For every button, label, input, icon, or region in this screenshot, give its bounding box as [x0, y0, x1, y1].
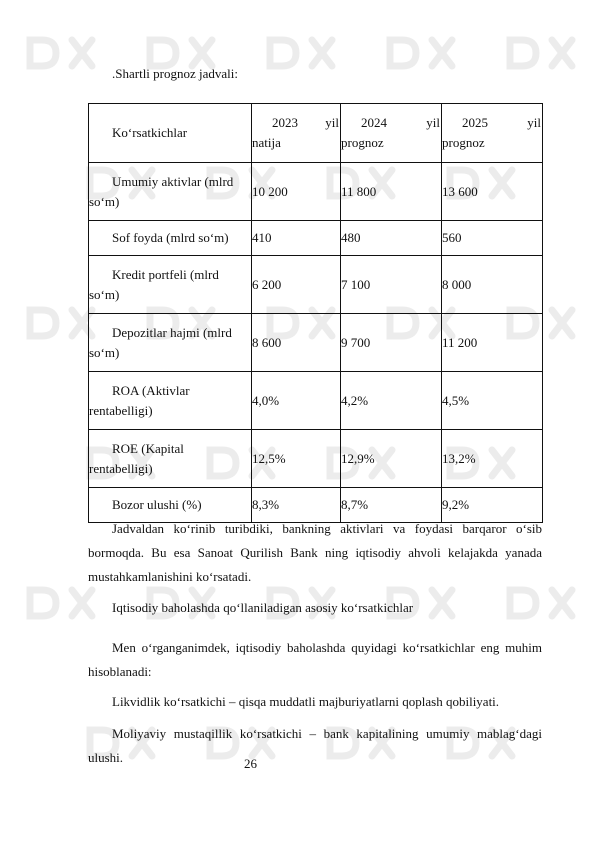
header-2023-sub: natija	[252, 135, 281, 150]
page-number: 26	[244, 756, 257, 771]
forecast-table	[88, 103, 543, 523]
cell-2023: 12,5%	[252, 430, 341, 488]
row-label	[89, 314, 252, 372]
cell-2025: 13 600	[442, 163, 543, 221]
paragraph-intro-text: Men o‘rganganimdek, iqtisodiy baholashda quyidagi ko‘rsatkichlar eng muhim hisoblanadi:	[88, 640, 542, 679]
header-2024-year: 2024	[361, 115, 387, 130]
cell-2025: 13,2%	[442, 430, 543, 488]
header-indicator	[89, 104, 252, 163]
table-header-row	[89, 104, 543, 163]
row-label-line1: ROA (Aktivlar	[112, 382, 190, 398]
header-2025	[442, 104, 543, 163]
cell-2023: 8 600	[252, 314, 341, 372]
row-label-line1: Bozor ulushi (%)	[112, 497, 202, 512]
row-label-line1: Sof foyda (mlrd so‘m)	[112, 230, 229, 245]
header-2025-sub: prognoz	[442, 135, 485, 150]
paragraph-liquidity	[88, 690, 542, 714]
table-row	[89, 314, 543, 372]
row-label-line2: so‘m)	[89, 193, 120, 209]
cell-2023: 8,3%	[252, 488, 341, 523]
header-2024	[341, 104, 442, 163]
cell-2024: 480	[341, 221, 442, 256]
cell-2025: 8 000	[442, 256, 543, 314]
paragraph-conclusion-text: Jadvaldan ko‘rinib turibdiki, bankning aktivlari va foydasi barqaror o‘sib bormoqda. Bu esa Sanoat Qurilish Bank ning iqtisodiy ahvoli kelajakda yanada mustahkamlanishini ko‘rsatadi.	[88, 521, 542, 584]
row-label	[89, 163, 252, 221]
row-label	[89, 256, 252, 314]
header-2023-year: 2023	[272, 115, 298, 130]
cell-2024: 12,9%	[341, 430, 442, 488]
paragraph-section-heading-text: Iqtisodiy baholashda qo‘llaniladigan asosiy ko‘rsatkichlar	[112, 600, 414, 615]
row-label	[89, 221, 252, 256]
row-label-line1: ROE (Kapital	[112, 440, 184, 456]
row-label-line1: Umumiy aktivlar (mlrd	[112, 173, 234, 189]
row-label-line2: so‘m)	[89, 344, 120, 360]
table-caption: .Shartli prognoz jadvali:	[112, 66, 239, 81]
table-row	[89, 256, 543, 314]
paragraph-liquidity-text: Likvidlik ko‘rsatkichi – qisqa muddatli majburiyatlarni qoplash qobiliyati.	[112, 694, 500, 709]
row-label	[89, 430, 252, 488]
paragraph-conclusion	[88, 517, 542, 589]
cell-2025: 11 200	[442, 314, 543, 372]
header-2024-unit: yil	[426, 115, 440, 130]
cell-2024: 8,7%	[341, 488, 442, 523]
cell-2023: 410	[252, 221, 341, 256]
cell-2023: 4,0%	[252, 372, 341, 430]
cell-2024: 4,2%	[341, 372, 442, 430]
paragraph-section-heading	[88, 596, 542, 620]
table-row	[89, 430, 543, 488]
paragraph-intro	[88, 636, 542, 684]
header-indicator-label: Ko‘rsatkichlar	[112, 125, 188, 140]
header-2025-year: 2025	[462, 115, 488, 130]
cell-2025: 4,5%	[442, 372, 543, 430]
cell-2025: 9,2%	[442, 488, 543, 523]
cell-2025: 560	[442, 221, 543, 256]
cell-2024: 11 800	[341, 163, 442, 221]
table-row	[89, 372, 543, 430]
row-label-line2: so‘m)	[89, 286, 120, 302]
row-label-line2: rentabelligi)	[89, 402, 153, 418]
row-label	[89, 372, 252, 430]
table-row	[89, 221, 543, 256]
cell-2023: 6 200	[252, 256, 341, 314]
cell-2023: 10 200	[252, 163, 341, 221]
header-2024-sub: prognoz	[341, 135, 384, 150]
paragraph-independence-text: Moliyaviy mustaqillik ko‘rsatkichi – bank kapitalining umumiy mablag‘dagi ulushi.	[88, 726, 542, 765]
row-label-line2: rentabelligi)	[89, 460, 153, 476]
cell-2024: 9 700	[341, 314, 442, 372]
table-row	[89, 163, 543, 221]
row-label-line1: Kredit portfeli (mlrd	[112, 266, 219, 282]
header-2023-unit: yil	[325, 115, 339, 130]
header-2025-unit: yil	[527, 115, 541, 130]
cell-2024: 7 100	[341, 256, 442, 314]
paragraph-independence	[88, 722, 542, 770]
header-2023	[252, 104, 341, 163]
row-label-line1: Depozitlar hajmi (mlrd	[112, 324, 232, 340]
